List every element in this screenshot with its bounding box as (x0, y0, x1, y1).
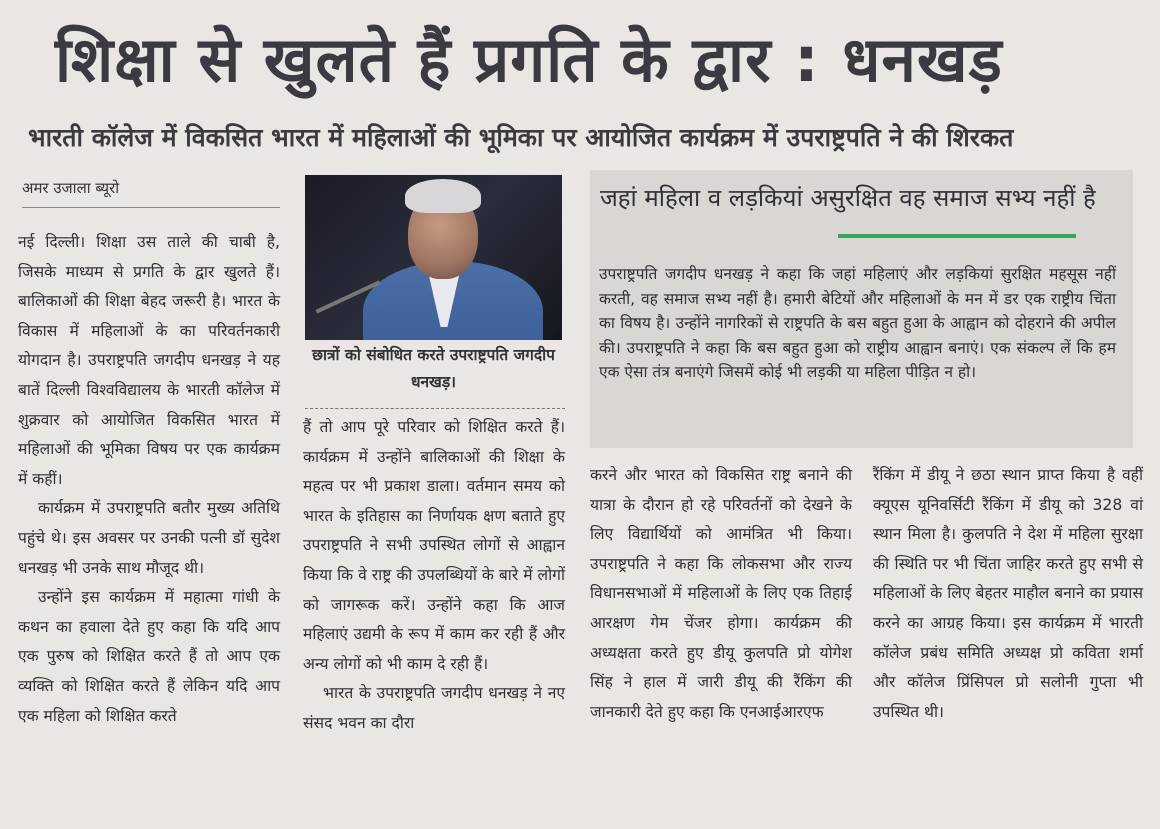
caption-divider (305, 408, 565, 409)
paragraph: हैं तो आप पूरे परिवार को शिक्षित करते हैं। कार्यक्रम में उन्होंने बालिकाओं की शिक्षा के महत्व पर भी प्रकाश डाला। वर्तमान समय को भारत के इतिहास का निर्णायक क्षण बताते हुए उपराष्ट्रपति ने सभी उपस्थित लोगों से आह्वान किया कि वे राष्ट्र की उपलब्धियों के बारे में लोगों को जागरूक करें। उन्होंने कहा कि आज महिलाएं उद्यमी के रूप में काम कर रही हैं और अन्य लोगों को भी काम दे रही हैं। (303, 418, 565, 673)
article-column-4 (873, 461, 1143, 727)
byline-divider (22, 207, 280, 208)
paragraph: उन्होंने इस कार्यक्रम में महात्मा गांधी के कथन का हवाला देते हुए कहा कि यदि आप एक पुरुष को शिक्षित करते हैं तो आप एक व्यक्ति को शिक्षित करते हैं लेकिन यदि आप एक महिला को शिक्षित करते (18, 588, 280, 725)
headline: शिक्षा से खुलते हैं प्रगति के द्वार : धनखड़ (55, 23, 1003, 96)
boxed-story-body (599, 262, 1116, 385)
paragraph: रैंकिंग में डीयू ने छठा स्थान प्राप्त किया है वहीं क्यूएस यूनिवर्सिटी रैंकिंग में डीयू को 328 वां स्थान मिला है। कुलपति ने देश में महिला सुरक्षा की स्थिति पर भी चिंता जाहिर करते हुए सभी से महिलाओं के लिए बेहतर माहौल बनाने का प्रयास करने का आग्रह किया। इस कार्यक्रम में भारती कॉलेज प्रबंध समिति अध्यक्ष प्रो कविता शर्मा और कॉलेज प्रिंसिपल प्रो सलोनी गुप्ता भी उपस्थित थी। (873, 466, 1143, 721)
photo-caption: छात्रों को संबोधित करते उपराष्ट्रपति जगदीप धनखड़। (312, 346, 555, 391)
article-column-3 (590, 461, 852, 727)
paragraph: करने और भारत को विकसित राष्ट्र बनाने की यात्रा के दौरान हो रहे परिवर्तनों को देखने के लिए विद्यार्थियों को आमंत्रित भी किया। उपराष्ट्रपति ने कहा कि लोकसभा और राज्य विधानसभाओं में महिलाओं के लिए एक तिहाई आरक्षण गेम चेंजर होगा। कार्यक्रम की अध्यक्षता करते हुए डीयू कुलपति प्रो योगेश सिंह ने हाल में जारी डीयू की रैंकिंग की जानकारी देते हुए कहा कि एनआईआरएफ (590, 466, 852, 721)
article-column-2 (303, 413, 565, 739)
byline: अमर उजाला ब्यूरो (22, 179, 120, 197)
photo-hair (405, 179, 481, 213)
boxed-story-accent-rule (838, 234, 1076, 238)
subheadline: भारती कॉलेज में विकसित भारत में महिलाओं की भूमिका पर आयोजित कार्यक्रम में उपराष्ट्रपति ने की शिरकत (28, 123, 1014, 152)
paragraph: कार्यक्रम में उपराष्ट्रपति बतौर मुख्य अतिथि पहुंचे थे। इस अवसर पर उनकी पत्नी डॉ सुदेश धनखड़ भी उनके साथ मौजूद थी। (18, 499, 280, 577)
boxed-story-title: जहां महिला व लड़कियां असुरक्षित वह समाज सभ्य नहीं है (600, 184, 1096, 212)
article-column-1 (18, 228, 280, 731)
cropped-previous-article-strip (0, 0, 1160, 12)
paragraph: भारत के उपराष्ट्रपति जगदीप धनखड़ ने नए संसद भवन का दौरा (303, 684, 565, 732)
paragraph: उपराष्ट्रपति जगदीप धनखड़ ने कहा कि जहां महिलाएं और लड़कियां सुरक्षित महसूस नहीं करती, वह समाज सभ्य नहीं है। हमारी बेटियों और महिलाओं के मन में डर एक राष्ट्रीय चिंता का विषय है। उन्होंने नागरिकों से राष्ट्रपति के बस बहुत हुआ के आह्वान को दोहराने की अपील की। उपराष्ट्रपति ने कहा कि बस बहुत हुआ को राष्ट्रीय आह्वान बनाएं। एक संकल्प लें कि हम एक ऐसा तंत्र बनाएंगे जिसमें कोई भी लड़की या महिला पीड़ित न हो। (599, 265, 1116, 381)
portrait-photo-icon (305, 175, 562, 340)
paragraph: नई दिल्ली। शिक्षा उस ताले की चाबी है, जिसके माध्यम से प्रगति के द्वार खुलते हैं। बालिकाओं की शिक्षा बेहद जरूरी है। भारत के विकास में महिलाओं के का परिवर्तनकारी योगदान है। उपराष्ट्रपति जगदीप धनखड़ ने यह बातें दिल्ली विश्वविद्यालय के भारती कॉलेज में शुक्रवार को आयोजित विकसित भारत में महिलाओं की भूमिका विषय पर एक कार्यक्रम में कहीं। (18, 233, 280, 488)
